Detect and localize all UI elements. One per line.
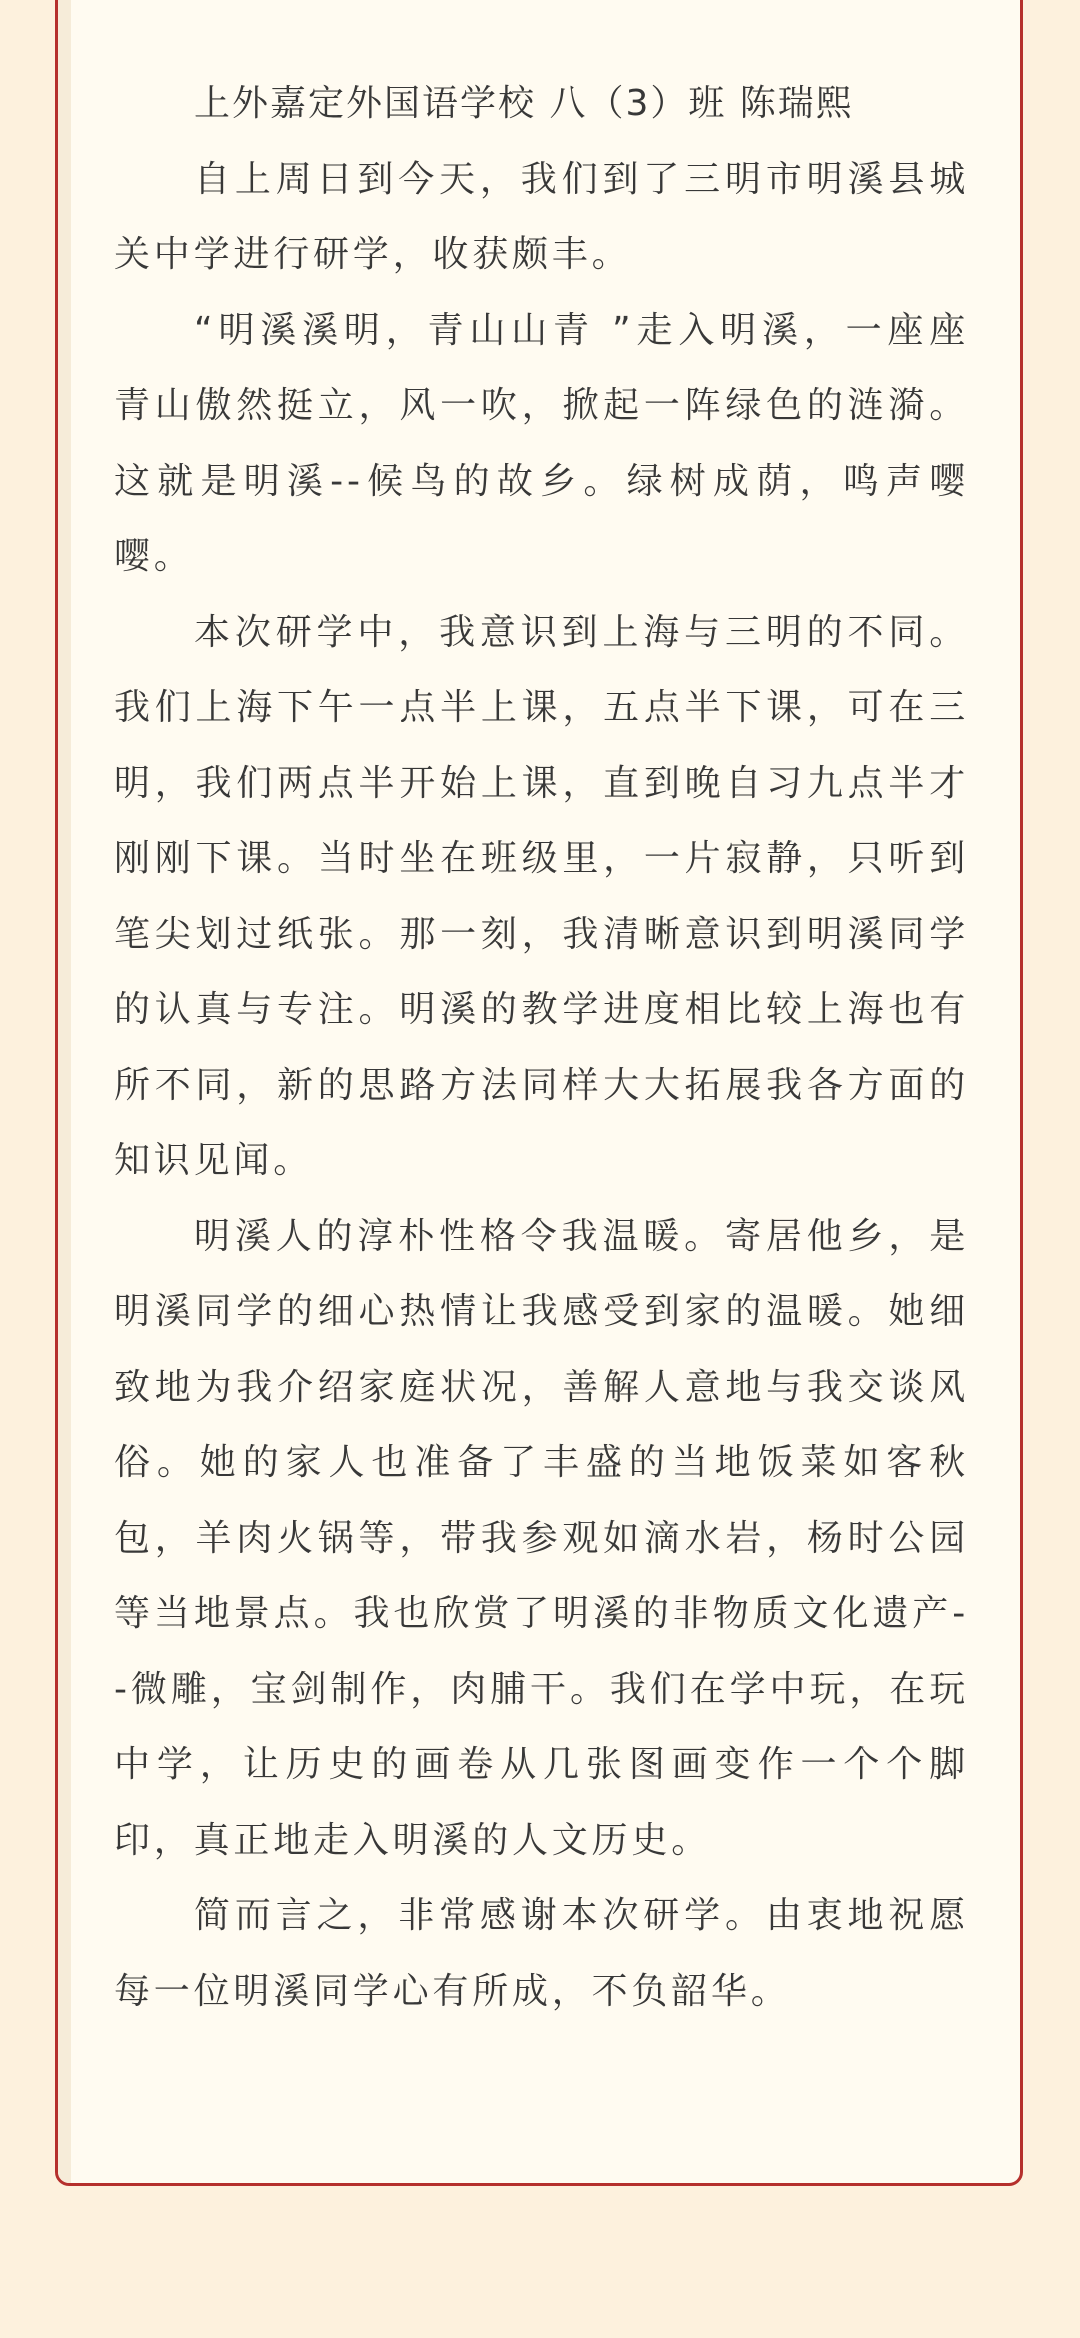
frame-inner-band: [58, 0, 71, 2183]
article-body: [114, 66, 969, 2029]
article-paragraph-5: 简而言之，非常感谢本次研学。由衷地祝愿每一位明溪同学心有所成，不负韶华。: [114, 1895, 969, 2012]
article-paragraph-4: 明溪人的淳朴性格令我温暖。寄居他乡，是明溪同学的细心热情让我感受到家的温暖。她细致地为我介绍家庭状况，善解人意地与我交谈风俗。她的家人也准备了丰盛的当地饭菜如客秋包，羊肉火锅等，带我参观如滴水岩，杨时公园等当地景点。我也欣赏了明溪的非物质文化遗产--微雕，宝剑制作，肉脯干。我们在学中玩，在玩中学，让历史的画卷从几张图画变作一个个脚印，真正地走入明溪的人文历史。: [114, 1215, 969, 1861]
article-paragraph-2: “明溪溪明，青山山青 ”走入明溪，一座座青山傲然挺立，风一吹，掀起一阵绿色的涟漪。这就是明溪--候鸟的故乡。绿树成荫，鸣声嘤嘤。: [114, 309, 969, 577]
article-paragraph-1: 自上周日到今天，我们到了三明市明溪县城关中学进行研学，收获颇丰。: [114, 158, 969, 275]
article-paragraph-3: 本次研学中，我意识到上海与三明的不同。我们上海下午一点半上课，五点半下课，可在三明，我们两点半开始上课，直到晚自习九点半才刚刚下课。当时坐在班级里，一片寂静，只听到笔尖划过纸张。那一刻，我清晰意识到明溪同学的认真与专注。明溪的教学进度相比较上海也有所不同，新的思路方法同样大大拓展我各方面的知识见闻。: [114, 611, 969, 1181]
article-byline: 上外嘉定外国语学校 八（3）班 陈瑞熙: [194, 83, 854, 124]
article-frame: [55, 0, 1023, 2186]
